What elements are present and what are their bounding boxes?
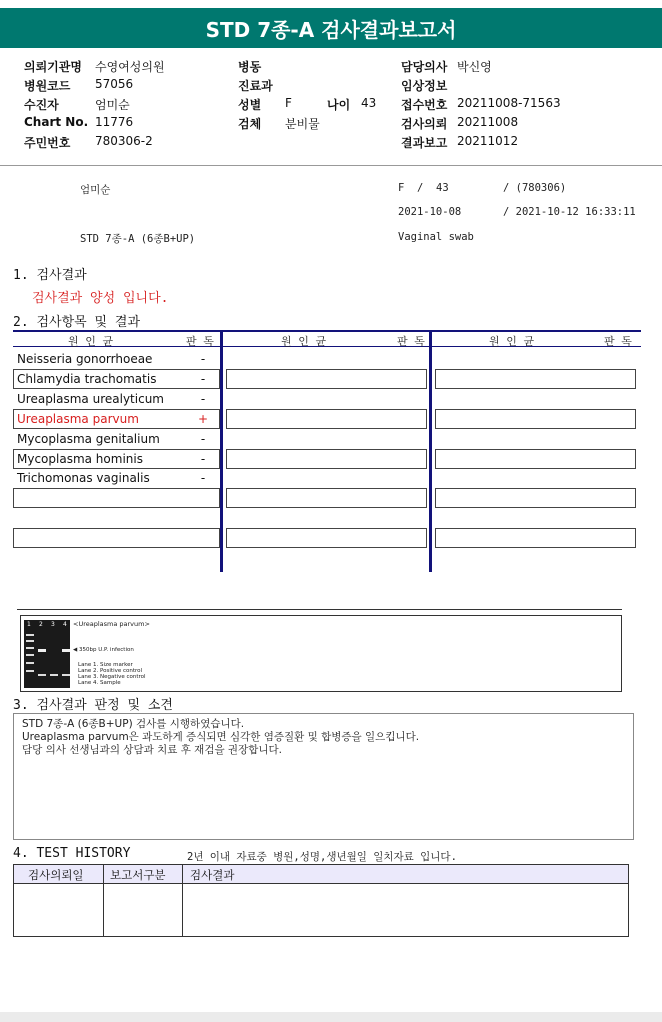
history-col-divider: [103, 865, 104, 936]
gel-title: <Ureaplasma parvum>: [73, 620, 150, 628]
gel-band: [26, 670, 34, 672]
gel-lane-number: 3: [51, 621, 55, 628]
col-pathogen-2: 원 인 균: [281, 335, 327, 348]
opinion-line: Ureaplasma parvum은 과도하게 증식되면 심각한 염증질환 및 합병증을 일으킵니다.: [22, 731, 420, 743]
col-judge-3: 판 독: [604, 335, 632, 348]
info-date-report: / 2021-10-12 16:33:11: [503, 206, 636, 218]
gel-band: [26, 662, 34, 664]
gel-band: [62, 674, 70, 676]
pathogen-name-positive: Ureaplasma parvum: [17, 412, 139, 426]
hospital-code-label: 병원코드: [24, 79, 71, 93]
pathogen-result-positive: +: [197, 412, 209, 426]
history-col-report-type: 보고서구분: [110, 868, 166, 882]
specimen-label: 검체: [238, 117, 262, 131]
gel-top-rule: [17, 609, 622, 610]
pathogen-name: Trichomonas vaginalis: [17, 471, 150, 485]
result-row-box-empty: [435, 528, 636, 548]
result-row-box-empty: [13, 528, 220, 548]
report-value: 20211012: [457, 134, 519, 148]
section3-heading: 3. 검사결과 판정 및 소견: [13, 698, 173, 713]
result-row-box-empty: [226, 488, 427, 508]
pathogen-result: -: [200, 392, 206, 406]
opinion-line: STD 7종-A (6종B+UP) 검사를 시행하였습니다.: [22, 718, 245, 730]
result-row-box-empty: [226, 449, 427, 469]
opinion-box: [13, 713, 634, 840]
gel-band: [50, 674, 58, 676]
report-label: 결과보고: [401, 136, 448, 150]
pathogen-result: -: [200, 432, 206, 446]
specimen-value: 분비물: [285, 117, 320, 131]
history-col-divider: [182, 865, 183, 936]
info-age: 43: [436, 182, 449, 194]
gel-band: [38, 674, 46, 676]
gel-legend-line: Lane 2. Positive control: [78, 668, 143, 674]
info-date-request: 2021-10-08: [398, 206, 462, 218]
ward-label: 병동: [238, 60, 262, 74]
info-slash: /: [417, 182, 424, 194]
result-row-box-empty: [226, 528, 427, 548]
info-specimen: Vaginal swab: [398, 231, 474, 243]
gel-band: [62, 649, 70, 652]
age-label: 나이: [327, 98, 351, 112]
resident-label: 주민번호: [24, 136, 71, 150]
pathogen-result: -: [200, 352, 206, 366]
section1-heading: 1. 검사결과: [13, 268, 87, 283]
header-divider: [0, 165, 662, 166]
col-pathogen-3: 원 인 균: [489, 335, 535, 348]
chart-value: 11776: [95, 115, 134, 129]
section1-result: 검사결과 양성 입니다.: [32, 291, 169, 306]
history-table-header: [14, 865, 628, 884]
pathogen-name: Ureaplasma urealyticum: [17, 392, 164, 406]
gel-band: [26, 634, 34, 636]
info-test-name: STD 7종-A (6종B+UP): [80, 233, 196, 245]
info-name: 엄미순: [80, 184, 111, 196]
pathogen-name: Mycoplasma hominis: [17, 452, 143, 466]
column-divider-2: [429, 331, 432, 572]
receipt-label: 접수번호: [401, 98, 448, 112]
result-row-box-empty: [435, 488, 636, 508]
institution-label: 의뢰기관명: [24, 60, 82, 74]
page-footer: [0, 1012, 662, 1022]
result-row-box-empty: [13, 488, 220, 508]
results-table-top-rule: [13, 330, 641, 332]
history-note: 2년 이내 자료중 병원,성명,생년월일 일치자료 입니다.: [187, 851, 457, 863]
pathogen-result: -: [200, 471, 206, 485]
gel-legend-line: Lane 1. Size marker: [78, 662, 133, 668]
col-pathogen-1: 원 인 균: [68, 335, 114, 348]
gel-legend-line: Lane 4. Sample: [78, 680, 121, 686]
pathogen-name: Chlamydia trachomatis: [17, 372, 157, 386]
gel-lane-number: 1: [27, 621, 31, 628]
age-value: 43: [361, 96, 377, 110]
result-row-box-empty: [435, 449, 636, 469]
opinion-line: 담당 의사 선생님과의 상담과 치료 후 재검을 권장합니다.: [22, 744, 282, 756]
patient-label: 수진자: [24, 98, 59, 112]
receipt-value: 20211008-71563: [457, 96, 561, 110]
header-institution: [24, 58, 82, 75]
pathogen-result: -: [200, 452, 206, 466]
hospital-code-value: 57056: [95, 77, 134, 91]
column-divider-1: [220, 331, 223, 572]
gel-band: [26, 647, 34, 649]
dept-label: 진료과: [238, 79, 273, 93]
clinical-label: 임상정보: [401, 79, 448, 93]
result-row-box-empty: [435, 409, 636, 429]
result-row-box-empty: [226, 369, 427, 389]
report-title: STD 7종-A 검사결과보고서: [0, 8, 662, 48]
result-row-box-empty: [226, 409, 427, 429]
info-sex: F: [398, 182, 405, 194]
gel-legend-line: Lane 3. Negative control: [78, 674, 146, 680]
doctor-label: 담당의사: [401, 60, 448, 74]
sex-label: 성별: [238, 98, 262, 112]
section2-heading: 2. 검사항목 및 결과: [13, 315, 141, 330]
sex-value: F: [285, 96, 292, 110]
col-judge-2: 판 독: [397, 335, 425, 348]
history-col-result: 검사결과: [190, 868, 235, 882]
gel-band: [26, 654, 34, 656]
pathogen-name: Neisseria gonorrhoeae: [17, 352, 153, 366]
gel-band: [38, 649, 46, 652]
history-table: [13, 864, 629, 937]
col-judge-1: 판 독: [186, 335, 214, 348]
request-value: 20211008: [457, 115, 519, 129]
chart-label: Chart No.: [24, 115, 89, 129]
request-label: 검사의뢰: [401, 117, 448, 131]
resident-value: 780306-2: [95, 134, 153, 148]
gel-lane-number: 2: [39, 621, 43, 628]
patient-value: 엄미순: [95, 98, 130, 112]
pathogen-result: -: [200, 372, 206, 386]
info-birth: / (780306): [503, 182, 567, 194]
gel-lane-number: 4: [63, 621, 67, 628]
pathogen-name: Mycoplasma genitalium: [17, 432, 160, 446]
result-row-box-empty: [435, 369, 636, 389]
gel-band: [26, 640, 34, 642]
gel-band-label: ◀ 350bp U.P. infection: [73, 647, 134, 653]
doctor-value: 박신영: [457, 60, 492, 74]
section4-heading: 4. TEST HISTORY: [13, 846, 131, 861]
gel-electrophoresis-image: [24, 620, 70, 688]
institution-value: 수영여성의원: [95, 60, 165, 74]
history-col-request-date: 검사의뢰일: [28, 868, 84, 882]
